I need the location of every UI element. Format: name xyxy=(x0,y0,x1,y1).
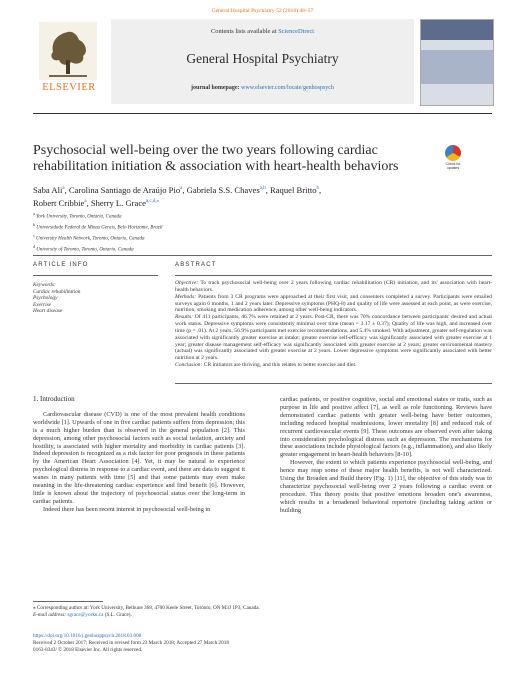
keywords-heading: Keywords: xyxy=(33,282,56,288)
journal-homepage xyxy=(111,85,414,91)
affiliation: $^b$ Universidade Federal de Minas Gerais, Belo Horizonte, Brazil xyxy=(33,222,163,231)
article-title: Psychosocial well-being over the two years following cardiac rehabilitation initiation & association with heart-health behaviors xyxy=(33,143,399,174)
elsevier-logo[interactable] xyxy=(33,19,105,104)
divider xyxy=(175,275,492,276)
masthead xyxy=(33,19,492,114)
article-metadata xyxy=(33,633,433,654)
conclusion-text: CR initiators are thriving, and this relates to better exercise and diet. xyxy=(203,362,357,369)
objective-text: To track psychosocial well-being over 2 years following cardiac rehabilitation (CR) initiation, and its' association with heart-health behaviors. xyxy=(175,280,492,293)
history-line: Received 2 October 2017; Received in revised form 23 March 2018; Accepted 27 March 2018 xyxy=(33,640,229,646)
keyword: Cardiac rehabilitation xyxy=(33,288,81,295)
elsevier-tree-icon xyxy=(39,22,97,80)
author-list: Saba Ali$^a$, Carolina Santiago de Araújo Pio$^a$, Gabriela S.S. Chaves$^{a,b}$, Raquel Britto$^b$, Robert Cribbie$^a$, Sherry L. Grace$^{a,c,d,⁎}$ xyxy=(33,184,322,209)
keyword: Psychology xyxy=(33,295,58,302)
author[interactable]: Carolina Santiago de Araújo Pio$^a$ xyxy=(68,184,183,195)
journal-cover-thumbnail[interactable] xyxy=(420,19,494,106)
cover-band xyxy=(421,20,493,40)
contents-line xyxy=(111,28,414,35)
journal-title: General Hospital Psychiatry xyxy=(186,51,339,66)
copyright-line: 0163-8343/ © 2018 Elsevier Inc. All rights reserved. xyxy=(33,647,143,653)
author[interactable]: Robert Cribbie$^a$ xyxy=(33,198,87,209)
publisher-name: ELSEVIER xyxy=(42,82,96,93)
corresponding-author: ⁎ Corresponding author at: York University, Bethune 368, 4700 Keele Street, Toronto, ON M3J 1P3, Canada. xyxy=(33,605,260,611)
author[interactable]: Sherry L. Grace$^{a,c,d,⁎}$ xyxy=(90,198,160,209)
contents-prefix: Contents lists available at xyxy=(211,28,279,35)
keywords-block xyxy=(33,282,158,315)
results-text: Of 411 participants, 46.7% were retained at 2 years. Post-CR, there was 70% concordance between participants' desired and actual work status. Depressive symptoms were consistently minimal over time (mean = 3.17 ± 0.37); Quality of life was high, and increased over time (p = .01). At 2 years, 56.9% participants met exercise recommendations, and 5.4% smoked. With adjustment, greater self-regulation was associated with significantly greater exercise at intake; greater exercise self-efficacy was significantly associated with greater exercise at 1 year; greater disease management self-efficacy was significantly associated with greater exercise at 2 years; greater environmental mastery (actual) was significantly associated with greater exercise at 2 years. Lower depressive symptoms were significantly associated with better nutrition at 2 years. xyxy=(175,314,492,362)
check-updates-label: Check for updates xyxy=(445,162,461,170)
cover-image-area xyxy=(421,50,493,84)
results-heading: Results: xyxy=(175,314,194,321)
body-paragraph: However, the extent to which patients experience psychosocial well-being, and hence may reap some of these major health benefits, is not well characterized. Using the Broaden and Build theory (Fig. 1) [11], the objective of this study was to characterize psychosocial well-being over 2 years following a cardiac event or procedure. This theory posits that positive emotions broaden one's awareness, which results in a broadened behavioral repertoire (including taking action or building xyxy=(280,459,492,514)
doi-link[interactable]: https://doi.org/10.1016/j.genhosppsych.2018.03.008 xyxy=(33,633,142,639)
body-left-column xyxy=(33,396,245,514)
footnote xyxy=(33,605,333,619)
keyword: Exercise xyxy=(33,301,52,308)
homepage-prefix: journal homepage: xyxy=(191,85,242,91)
author[interactable]: Saba Ali$^a$ xyxy=(33,184,65,195)
homepage-link[interactable]: www.elsevier.com/locate/genhospsych xyxy=(241,85,334,91)
divider xyxy=(33,275,158,276)
email-link[interactable]: sgrace@yorku.ca xyxy=(67,612,104,618)
divider xyxy=(33,255,492,256)
journal-reference[interactable]: General Hospital Psychiatry 52 (2018) 48–57 xyxy=(211,8,314,14)
affiliation: $^c$ University Health Network, Toronto, Ontario, Canada xyxy=(33,233,145,242)
conclusion-heading: Conclusion: xyxy=(175,362,203,369)
email-line: E-mail address: sgrace@yorku.ca (S.L. Grace). xyxy=(33,612,132,618)
abstract-text xyxy=(175,280,492,369)
section-heading: 1. Introduction xyxy=(33,395,75,403)
affiliation: $^d$ University of Toronto, Toronto, Ontario, Canada xyxy=(33,244,134,254)
body-paragraph: Indeed there has been recent interest in psychosocial well-being in xyxy=(43,505,211,513)
abstract-label: ABSTRACT xyxy=(175,262,217,268)
methods-text: Patients from 3 CR programs were approached at their first visit, and consenters completed a survey. Participants were emailed surveys again 6 months, 1 and 2 years later. Depressive symptoms (PHQ-8) and quality of life were assessed at each point, as were exercise, nutrition, smoking and medication adherence, among other well-being indicators. xyxy=(175,293,492,314)
body-paragraph: cardiac patients, or positive cognitive, social and emotional states or traits, such as purpose in life and positive affect [7], as well as role functioning. Reviews have demonstrated cardiac patients with greater well-being have better outcomes, including reduced hospital readmissions, lower mortality [8] and reduced risk of recurrent cardiovascular events [9]. These outcomes are observed even after taking into consideration psychological distress such as depression. The mechanisms for these associations include physiological factors (e.g., inflammation), and also likely greater engagement in heart-health behaviors [8-10]. xyxy=(280,396,492,459)
affiliations xyxy=(33,210,473,255)
masthead-banner xyxy=(111,19,414,104)
check-for-updates-button[interactable] xyxy=(440,145,466,175)
author[interactable]: Gabriela S.S. Chaves$^{a,b}$ xyxy=(186,184,266,195)
objective-heading: Objective: xyxy=(175,280,199,286)
check-updates-icon xyxy=(445,145,461,161)
footnote-divider xyxy=(33,601,103,602)
keyword: Heart disease xyxy=(33,308,63,315)
methods-heading: Methods: xyxy=(175,293,197,300)
author[interactable]: Raquel Britto$^b$ xyxy=(270,184,320,195)
affiliation: $^a$ York University, Toronto, Ontario, Canada xyxy=(33,211,122,220)
divider xyxy=(175,383,492,384)
sciencedirect-link[interactable]: ScienceDirect xyxy=(278,28,314,35)
article-info-label: ARTICLE INFO xyxy=(33,262,89,268)
body-paragraph: Cardiovascular disease (CVD) is one of the most prevalent health conditions worldwide [1]. Upwards of one in five cardiac patients suffers from depression; this is a much higher burden than is observed in the general population [2]. This depression, among other psychosocial factors such as social isolation, anxiety and hostility, is associated with higher mortality and morbidity in cardiac patients [3]. Indeed depression is recognized as a risk factor for poor prognosis in these patients by the American Heart Association [4]. Yet, it may be natural to experience psychological distress in response to a cardiac event, and there are data to suggest it wanes in many patients with time [5] and that some patients may even make meaning in the life-threatening cardiac experience and find benefit [6]. However, little is known about the trajectory of psychosocial status over the long-term in cardiac patients. xyxy=(33,410,245,505)
body-right-column xyxy=(280,396,492,515)
